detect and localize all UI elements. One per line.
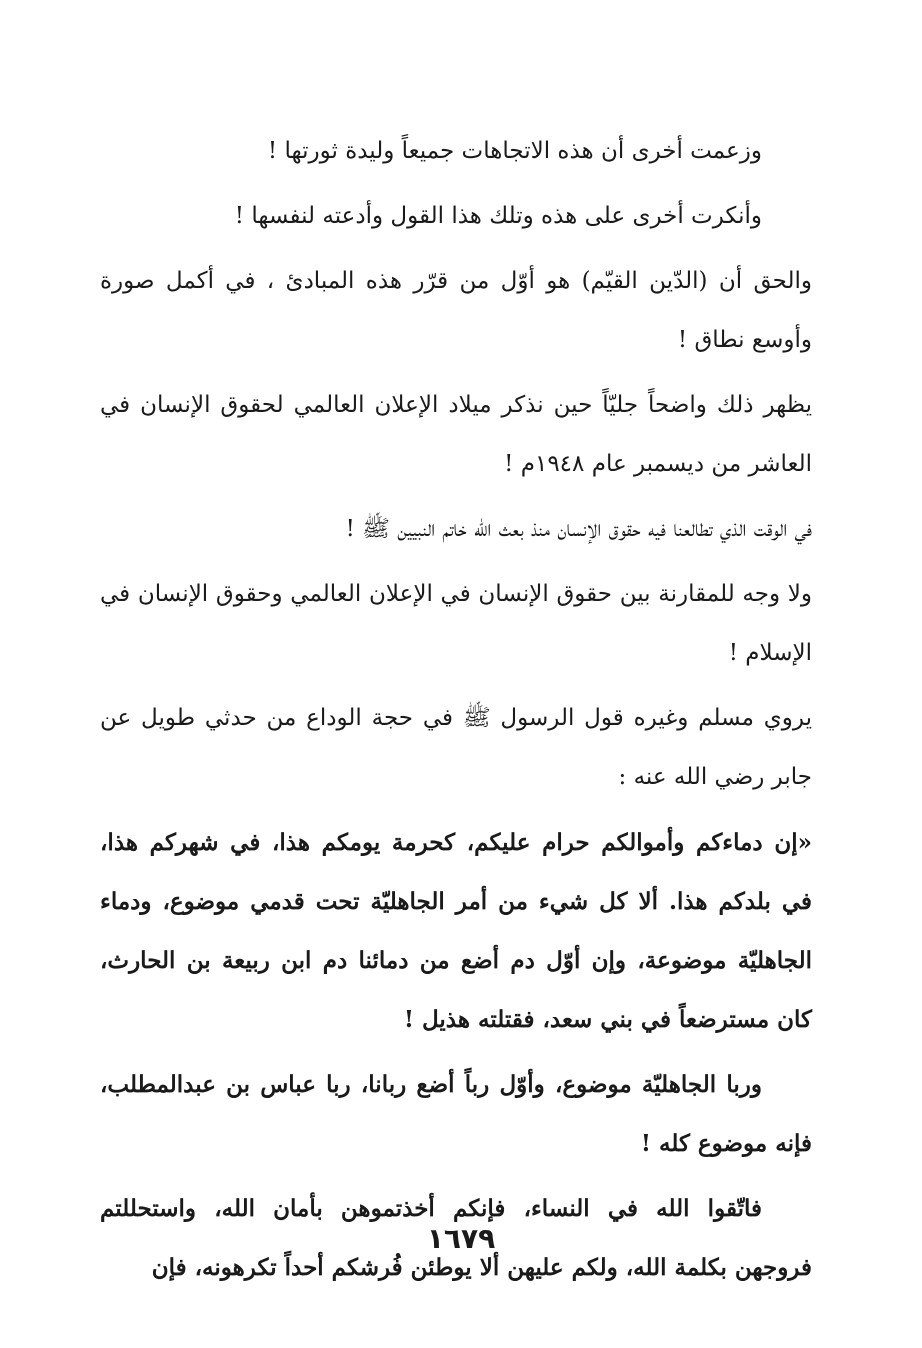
paragraph: وأنكرت أخرى على هذه وتلك هذا القول وأدعته لنفسها ! <box>234 203 762 229</box>
paragraph: وزعمت أخرى أن هذه الاتجاهات جميعاً وليدة ثورتها ! <box>267 138 762 164</box>
paragraph: والحق أن (الدّين القيّم) هو أوّل من قرّر هذه المبادئ ، في أكمل صورة وأوسع نطاق ! <box>100 268 812 353</box>
paragraph: وربا الجاهليّة موضوع، وأوّل رباً أضع ربانا، ربا عباس بن عبدالمطلب، فإنه موضوع كله ! <box>100 1071 812 1157</box>
page-number: ١٦٧٩ <box>426 1222 496 1255</box>
paragraph: «إن دماءكم وأموالكم حرام عليكم، كحرمة يومكم هذا، في شهركم هذا، في بلدكم هذا. ألا كل شيء من أمر الجاهليّة تحت قدمي موضوع، ودماء الجاهليّة موضوعة، وإن أوّل دم أضع من دمائنا دم ابن ربيعة بن الحارث، كان مسترضعاً في بني سعد، فقتلته هذيل ! <box>100 829 812 1033</box>
paragraph: ولا وجه للمقارنة بين حقوق الإنسان في الإعلان العالمي وحقوق الإنسان في الإسلام ! <box>100 581 812 666</box>
paragraph: فاتّقوا الله في النساء، فإنكم أخذتموهن بأمان الله، واستحللتم فروجهن بكلمة الله، ولكم عليهن ألا يوطئن فُرشكم أحداً تكرهونه، فإن <box>100 1195 812 1281</box>
paragraph: يروي مسلم وغيره قول الرسول ﷺ في حجة الوداع من حدثي طويل عن جابر رضي الله عنه : <box>100 705 812 790</box>
paragraph: يظهر ذلك واضحاً جليّاً حين نذكر ميلاد الإعلان العالمي لحقوق الإنسان في العاشر من ديسمبر عام ١٩٤٨م ! <box>100 392 812 477</box>
body-text <box>100 122 812 1303</box>
paragraph: في الوقت الذي تطالعنا فيه حقوق الإنسان منذ بعث الله خاتم النبيين ﷺ ! <box>345 516 812 542</box>
